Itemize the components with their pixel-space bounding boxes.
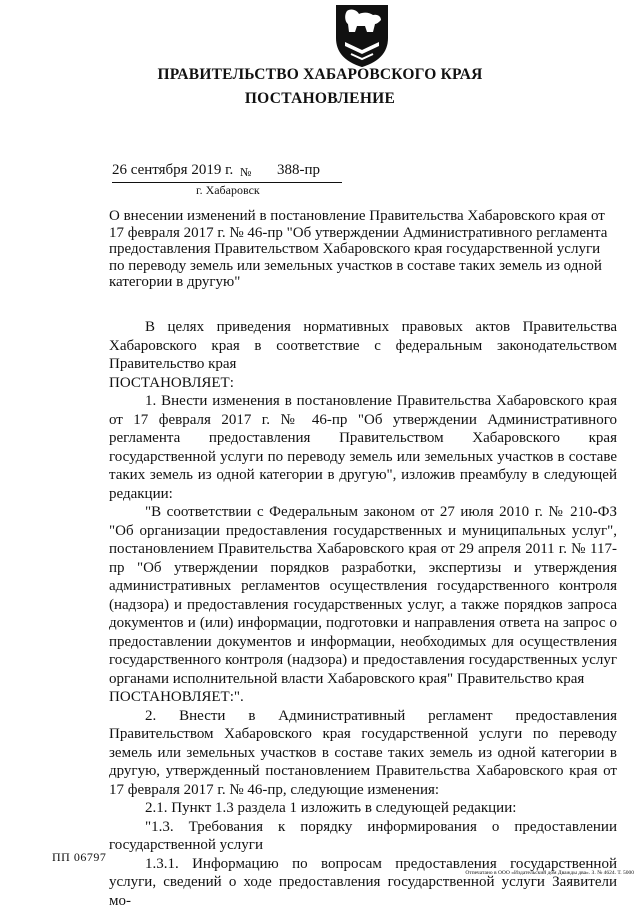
document-type: ПОСТАНОВЛЕНИЕ: [0, 90, 640, 108]
resolves-heading: ПОСТАНОВЛЯЕТ:: [109, 374, 617, 393]
number-sign: №: [240, 165, 251, 180]
document-date: 26 сентября 2019 г.: [112, 162, 233, 179]
document-number: 388-пр: [277, 162, 320, 179]
date-number-line: [112, 162, 342, 183]
item-1-3-1: 1.3.1. Информацию по вопросам предоставления государственной услуги, сведений о ходе предоставления государственной услуги Заявители мо-: [109, 855, 617, 910]
page-title: ПРАВИТЕЛЬСТВО ХАБАРОВСКОГО КРАЯ: [0, 66, 640, 84]
item-1-3: "1.3. Требования к порядку информирования о предоставлении государственной услуги: [109, 818, 617, 855]
quoted-resolves: ПОСТАНОВЛЯЕТ:".: [109, 688, 617, 707]
printer-imprint: Отпечатано в ООО «Издательский дом Дважды два». З. № 4624. Т. 5000: [465, 870, 634, 876]
document-code: ПП 06797: [52, 850, 106, 865]
quoted-preamble: "В соответствии с Федеральным законом от 27 июля 2010 г. № 210-ФЗ "Об организации предоставления государственных и муниципальных услуг", постановлением Правительства Хабаровского края от 29 апреля 2011 г. № 117-пр "Об утверждении порядков разработки, экспертизы и утверждения административных регламентов осуществления государственного контроля (надзора) и предоставления государственных услуг, а также порядков запроса документов и (или) информации, подготовки и направления ответа на запрос о предоставлении документов и информации, необходимых для осуществления государственного контроля (надзора) и предоставления государственных услуг органами исполнительной власти Хабаровского края" Правительство края: [109, 503, 617, 688]
document-body: [109, 318, 617, 910]
item-2: 2. Внести в Административный регламент предоставления Правительством Хабаровского края государственной услуги по переводу земель или земельных участков в составе таких земель из одной категории в другую, утвержденный постановлением Правительства Хабаровского края от 17 февраля 2017 г. № 46-пр, следующие изменения:: [109, 707, 617, 800]
item-2-1: 2.1. Пункт 1.3 раздела 1 изложить в следующей редакции:: [109, 799, 617, 818]
coat-of-arms-icon: [331, 2, 393, 68]
document-subject: О внесении изменений в постановление Правительства Хабаровского края от 17 февраля 2017 г. № 46-пр "Об утверждении Административного регламента предоставления Правительством Хабаровского края государственной услуги по переводу земель или земельных участков в составе таких земель из одной категории в другую": [109, 208, 617, 291]
preamble: В целях приведения нормативных правовых актов Правительства Хабаровского края в соответствие с федеральным законодательством Правительство края: [109, 318, 617, 374]
item-1: 1. Внести изменения в постановление Правительства Хабаровского края от 17 февраля 2017 г. № 46-пр "Об утверждении Административного регламента предоставления Правительством Хабаровского края государственной услуги по переводу земель или земельных участков в составе таких земель из одной категории в другую", изложив преамбулу в следующей редакции:: [109, 392, 617, 503]
document-city: г. Хабаровск: [196, 183, 260, 198]
